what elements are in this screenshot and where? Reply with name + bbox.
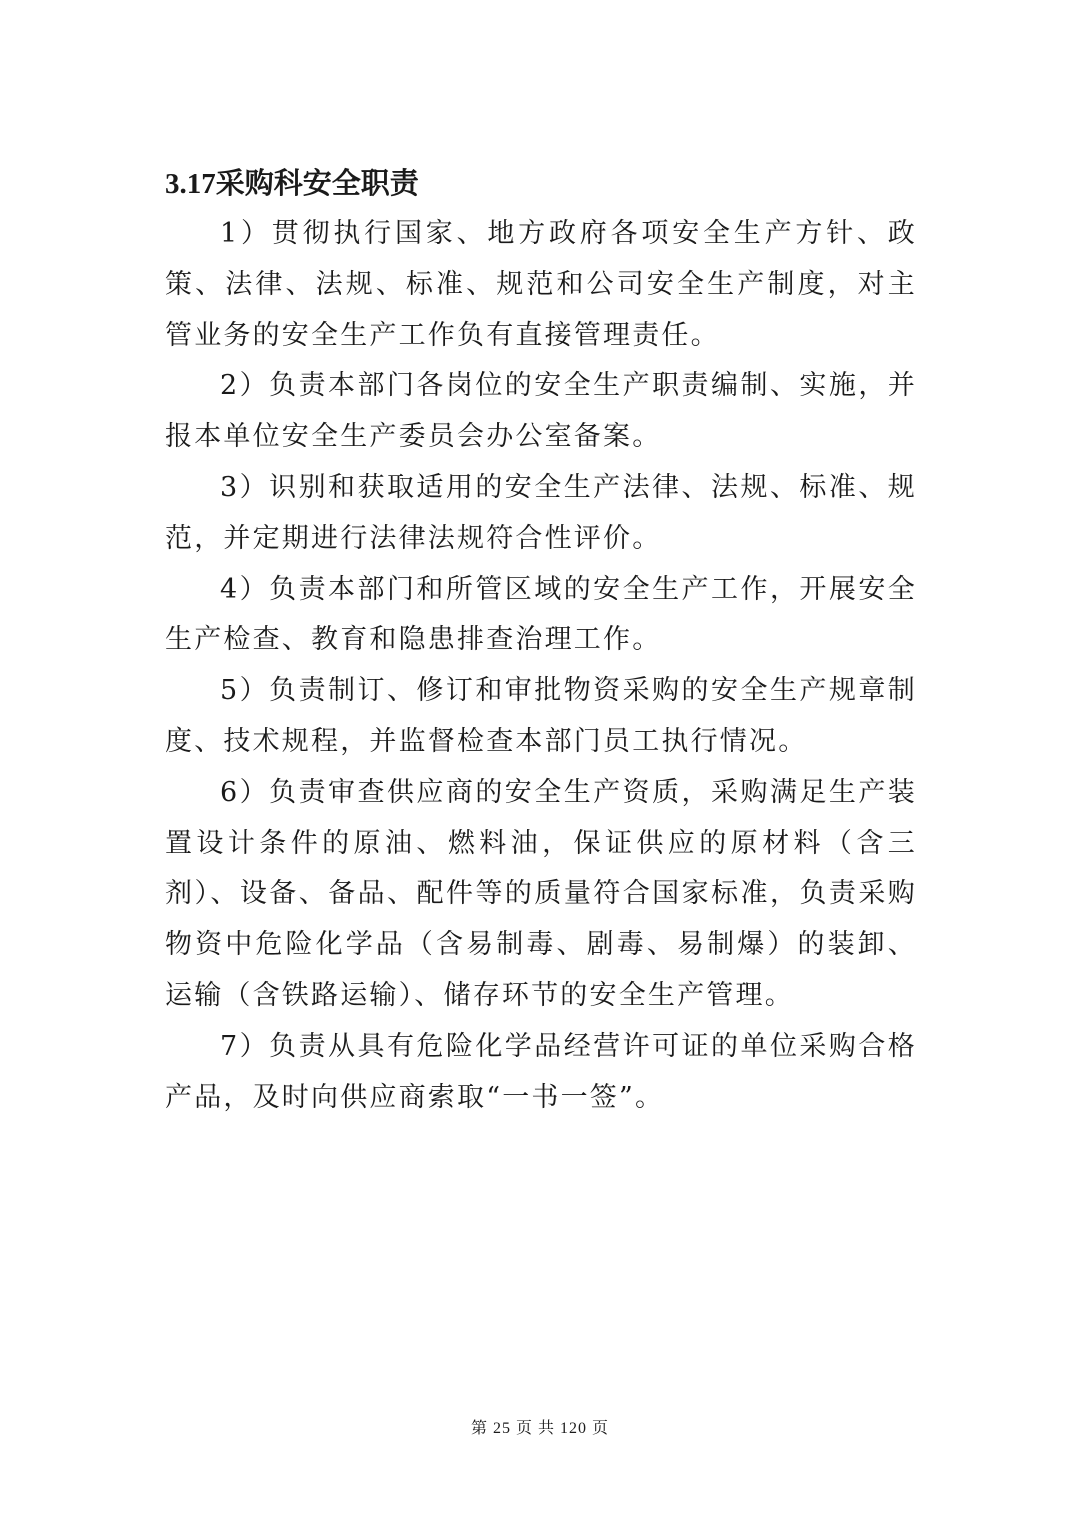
duty-item-2: 2）负责本部门各岗位的安全生产职责编制、实施，并报本单位安全生产委员会办公室备案。 (165, 370, 917, 453)
duty-item-1: 1）贯彻执行国家、地方政府各项安全生产方针、政策、法律、法规、标准、规范和公司安全生产制度，对主管业务的安全生产工作负有直接管理责任。 (165, 218, 917, 351)
duty-item-5: 5）负责制订、修订和审批物资采购的安全生产规章制度、技术规程，并监督检查本部门员工执行情况。 (165, 675, 917, 757)
duty-item-7: 7）负责从具有危险化学品经营许可证的单位采购合格产品，及时向供应商索取“一书一签”。 (165, 1030, 917, 1113)
section-heading (165, 158, 419, 209)
duty-item-4: 4）负责本部门和所管区域的安全生产工作，开展安全生产检查、教育和隐患排查治理工作。 (165, 573, 917, 656)
duty-item-6: 6）负责审查供应商的安全生产资质，采购满足生产装置设计条件的原油、燃料油，保证供应的原材料（含三剂）、设备、备品、配件等的质量符合国家标准，负责采购物资中危险化学品（含易制毒、剧毒、易制爆）的装卸、运输（含铁路运输）、储存环节的安全生产管理。 (165, 776, 917, 1011)
duty-item-3: 3）识别和获取适用的安全生产法律、法规、标准、规范，并定期进行法律法规符合性评价。 (165, 471, 917, 554)
section-number: 3.17 (165, 168, 216, 200)
section-body (165, 209, 917, 1123)
page-footer: 第 25 页 共 120 页 (470, 1420, 609, 1437)
section-title: 采购科安全职责 (215, 166, 419, 200)
